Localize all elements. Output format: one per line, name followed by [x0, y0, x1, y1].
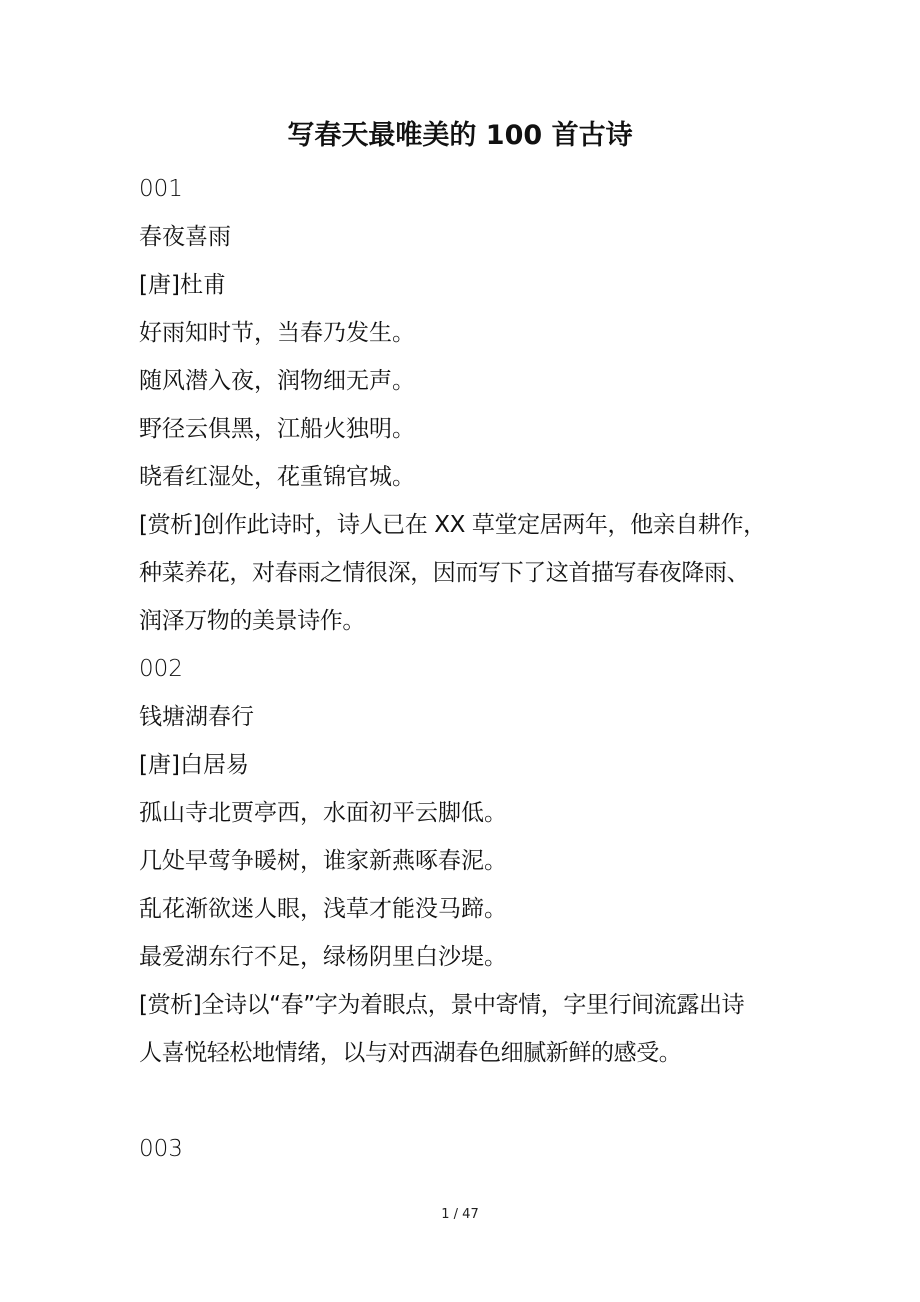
poem-line: 随风潜入夜，润物细无声。 — [139, 368, 415, 394]
poem-line: 晓看红湿处，花重锦官城。 — [139, 464, 415, 490]
poem-001 — [139, 165, 799, 645]
poem-analysis-line: 种菜养花，对春雨之情很深，因而写下了这首描写春夜降雨、 — [139, 560, 750, 586]
poem-line: 最爱湖东行不足，绿杨阴里白沙堤。 — [139, 944, 507, 970]
poem-line: 孤山寺北贾亭西，水面初平云脚低。 — [139, 800, 507, 826]
document-title: 写春天最唯美的 100 首古诗 — [287, 120, 633, 151]
page-indicator: 1 / 47 — [441, 1207, 479, 1222]
poem-author: [唐]杜甫 — [139, 272, 226, 298]
document-body — [139, 165, 799, 1173]
poem-line: 几处早莺争暖树，谁家新燕啄春泥。 — [139, 848, 507, 874]
poem-number: 003 — [139, 1136, 183, 1162]
paragraph-spacer — [139, 1077, 799, 1125]
poem-line: 好雨知时节，当春乃发生。 — [139, 320, 415, 346]
poem-line: 野径云俱黑，江船火独明。 — [139, 416, 415, 442]
poem-number: 001 — [139, 176, 183, 202]
poem-003 — [139, 1125, 799, 1173]
poem-analysis-line: [赏析]创作此诗时，诗人已在 XX 草堂定居两年，他亲自耕作， — [139, 512, 766, 538]
poem-analysis-line: 润泽万物的美景诗作。 — [139, 608, 366, 634]
poem-author: [唐]白居易 — [139, 752, 249, 778]
poem-number: 002 — [139, 656, 183, 682]
poem-title: 春夜喜雨 — [139, 224, 231, 250]
poem-line: 乱花渐欲迷人眼，浅草才能没马蹄。 — [139, 896, 507, 922]
poem-analysis-line: 人喜悦轻松地情绪，以与对西湖春色细腻新鲜的感受。 — [139, 1040, 682, 1066]
poem-analysis-line: [赏析]全诗以“春”字为着眼点，景中寄情，字里行间流露出诗 — [139, 992, 745, 1018]
poem-002 — [139, 645, 799, 1077]
poem-title: 钱塘湖春行 — [139, 704, 254, 730]
